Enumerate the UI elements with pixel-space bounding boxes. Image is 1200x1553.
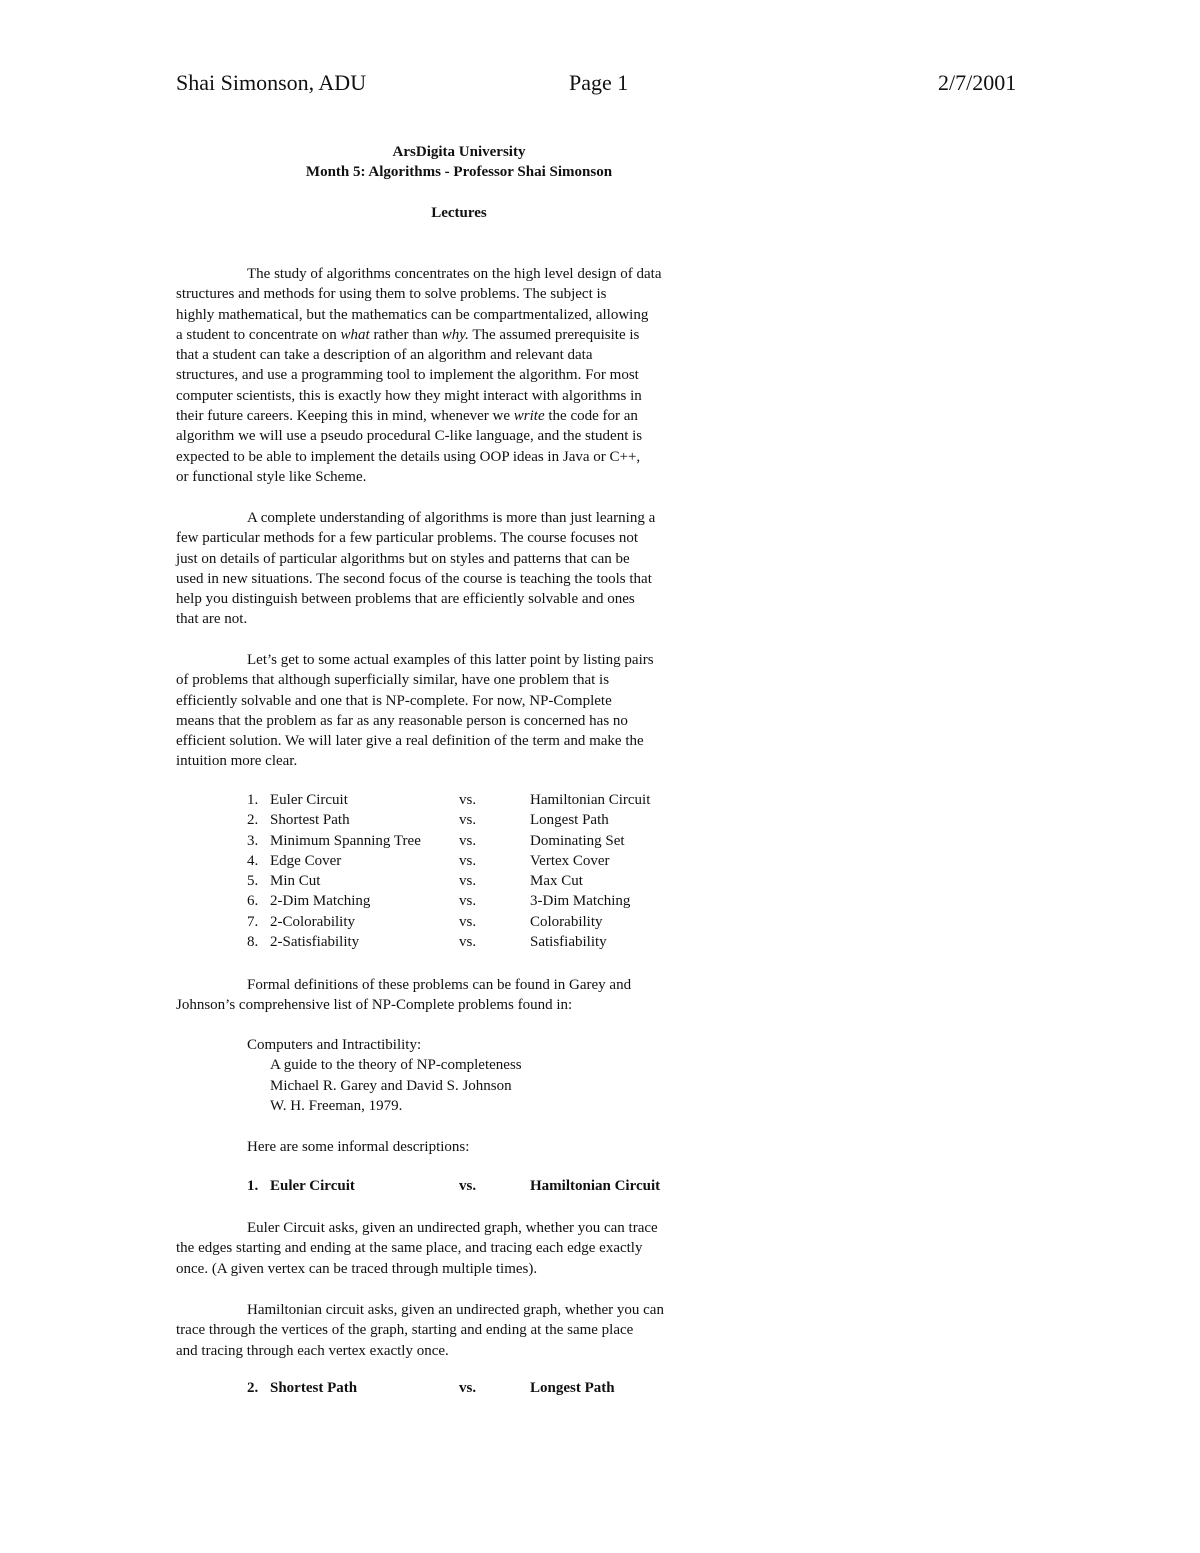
text-line: trace through the vertices of the graph, starting and ending at the same place [176,1322,634,1339]
text-line: help you distinguish between problems that are efficiently solvable and ones [176,591,635,608]
hard-problem: 3-Dim Matching [530,893,631,910]
versus-label: vs. [459,873,477,890]
hard-problem: Max Cut [530,873,583,890]
reference-publisher: W. H. Freeman, 1979. [270,1097,403,1114]
easy-problem: Shortest Path [270,812,350,829]
text-line: structures, and use a programming tool to implement the algorithm. For most [176,367,639,384]
item-number: 6. [247,893,259,910]
text-line: Let’s get to some actual examples of this latter point by listing pairs [247,652,654,668]
item-number: 3. [247,832,259,849]
text-line: efficiently solvable and one that is NP-complete. For now, NP-Complete [176,692,612,709]
item-number: 4. [247,852,259,869]
section-easy-problem: Shortest Path [270,1380,358,1396]
text-line: means that the problem as far as any reasonable person is concerned has no [176,712,628,729]
item-number: 8. [247,934,259,951]
paragraph-informal-intro [176,1137,746,1157]
text-line: The study of algorithms concentrates on the high level design of data [247,266,662,282]
item-number: 7. [247,913,259,930]
section-number: 2. [247,1380,259,1396]
text-line: expected to be able to implement the details using OOP ideas in Java or C++, [176,448,641,465]
emphasis-why: why. [441,326,469,343]
paragraph-formal-definitions [176,975,746,1016]
paragraph-understanding [176,508,746,630]
document-title-lectures: Lectures [431,205,487,221]
text-line: few particular methods for a few particular problems. The course focuses not [176,530,639,547]
section-heading-shortest-longest [247,1380,747,1400]
text-line: computer scientists, this is exactly how they might interact with algorithms in [176,387,642,404]
item-number: 1. [247,792,259,808]
emphasis-what: what [340,326,370,343]
paragraph-intro [176,264,746,487]
text-line: used in new situations. The second focus of the course is teaching the tools that [176,570,652,587]
text-line: Hamiltonian circuit asks, given an undirected graph, whether you can [247,1302,664,1318]
versus-label: vs. [459,934,477,951]
text-span: a student to concentrate on [176,326,341,343]
easy-problem: 2-Satisfiability [270,934,360,951]
section-hard-problem: Longest Path [530,1380,615,1396]
text-line: Here are some informal descriptions: [247,1139,470,1155]
text-line: A complete understanding of algorithms is more than just learning a [247,510,656,526]
versus-label: vs. [459,792,477,808]
text-span: rather than [369,326,442,343]
item-number: 2. [247,812,259,829]
section-number: 1. [247,1178,259,1194]
text-line: that a student can take a description of an algorithm and relevant data [176,347,593,364]
paragraph-hamiltonian-circuit [176,1300,746,1361]
header-date: 2/7/2001 [938,70,1017,95]
text-line: that are not. [176,611,248,628]
header-page-number: Page 1 [569,70,629,95]
text-line: Formal definitions of these problems can be found in Garey and [247,977,632,993]
text-line [176,325,746,345]
text-span: the code for an [544,408,638,425]
text-line: Johnson’s comprehensive list of NP-Complete problems found in: [176,997,573,1014]
text-line: structures and methods for using them to solve problems. The subject is [176,286,607,303]
easy-problem: Min Cut [270,873,321,890]
document-title-institution: ArsDigita University [392,144,526,160]
text-span: The assumed prerequisite is [468,326,640,343]
hard-problem: Longest Path [530,812,609,829]
easy-problem: Edge Cover [270,852,342,869]
header-author: Shai Simonson, ADU [176,70,367,95]
easy-problem: 2-Colorability [270,913,355,930]
versus-label: vs. [459,1380,477,1396]
text-line [176,406,746,426]
text-line: efficient solution. We will later give a real definition of the term and make the [176,733,644,750]
hard-problem: Vertex Cover [530,852,610,869]
book-reference [247,1035,522,1116]
text-line: intuition more clear. [176,753,298,770]
reference-title: Computers and Intractibility: [247,1037,422,1053]
section-easy-problem: Euler Circuit [270,1178,355,1194]
text-line: algorithm we will use a pseudo procedural C-like language, and the student is [176,428,643,445]
versus-label: vs. [459,852,477,869]
easy-problem: Minimum Spanning Tree [270,832,421,849]
text-line: once. (A given vertex can be traced through multiple times). [176,1260,538,1277]
easy-problem: Euler Circuit [270,792,348,808]
paragraph-euler-circuit [176,1218,746,1279]
hard-problem: Satisfiability [530,934,607,951]
text-line: Euler Circuit asks, given an undirected graph, whether you can trace [247,1220,658,1236]
hard-problem: Dominating Set [530,832,625,849]
text-line: and tracing through each vertex exactly once. [176,1342,449,1359]
versus-label: vs. [459,893,477,910]
document-title-course: Month 5: Algorithms - Professor Shai Simonson [305,164,613,180]
versus-label: vs. [459,913,477,930]
section-heading-euler-hamiltonian [247,1178,747,1198]
text-line: the edges starting and ending at the same place, and tracing each edge exactly [176,1240,643,1257]
text-span: their future careers. Keeping this in mind, whenever we [176,408,514,425]
easy-problem: 2-Dim Matching [270,893,371,910]
text-line: highly mathematical, but the mathematics can be compartmentalized, allowing [176,306,649,323]
item-number: 5. [247,873,259,890]
paragraph-examples [176,650,746,772]
versus-label: vs. [459,812,477,829]
versus-label: vs. [459,832,477,849]
versus-label: vs. [459,1178,477,1194]
hard-problem: Hamiltonian Circuit [530,792,651,808]
emphasis-write: write [513,408,545,425]
hard-problem: Colorability [530,913,603,930]
text-line: just on details of particular algorithms but on styles and patterns that can be [176,550,630,567]
text-line: of problems that although superficially similar, have one problem that is [176,672,610,689]
section-hard-problem: Hamiltonian Circuit [530,1178,661,1194]
reference-subtitle: A guide to the theory of NP-completeness [270,1057,522,1074]
text-line: or functional style like Scheme. [176,468,367,485]
reference-authors: Michael R. Garey and David S. Johnson [270,1077,512,1094]
